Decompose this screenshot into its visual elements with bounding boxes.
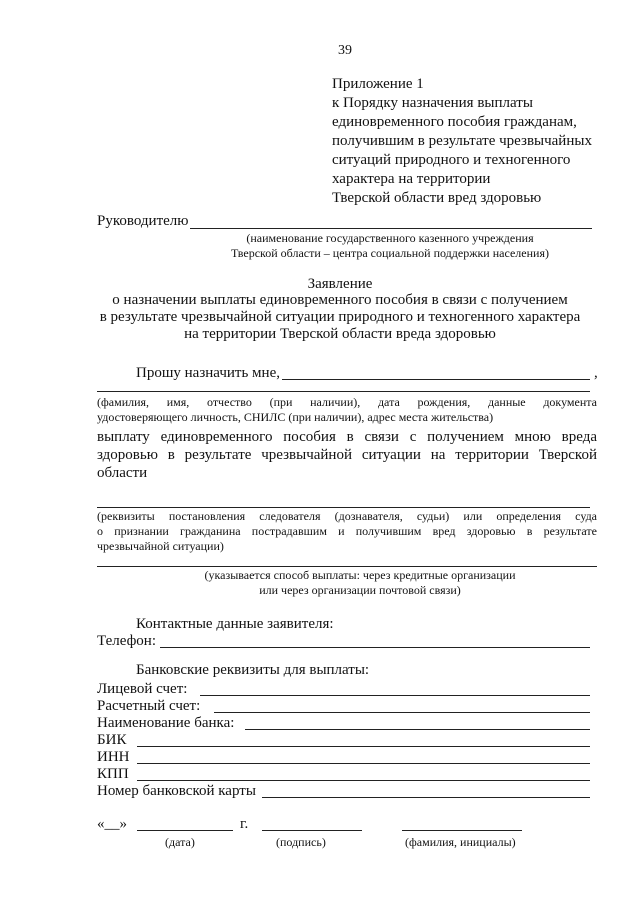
settlement-account-field[interactable] bbox=[214, 712, 590, 713]
card-number-field[interactable] bbox=[262, 797, 590, 798]
appendix-line: Приложение 1 bbox=[332, 76, 424, 92]
document-title: Заявление bbox=[307, 276, 373, 292]
bank-field-label: Расчетный счет: bbox=[97, 698, 201, 714]
document-title-line: на территории Тверской области вреда здоровью bbox=[184, 326, 496, 342]
bank-field-label: ИНН bbox=[97, 749, 130, 765]
applicant-hint: (фамилия, имя, отчество (при наличии), дата рождения, данные документа bbox=[97, 395, 597, 409]
request-comma: , bbox=[594, 365, 598, 381]
payment-method-hint: (указывается способ выплаты: через кредитные организации bbox=[204, 568, 516, 582]
document-title-line: о назначении выплаты единовременного пособия в связи с получением bbox=[112, 292, 568, 308]
requisites-hint: (реквизиты постановления следователя (дознавателя, судьи) или определения суда bbox=[97, 509, 597, 523]
appendix-line: Тверской области вред здоровью bbox=[332, 190, 542, 206]
requisites-hint: чрезвычайной ситуации) bbox=[97, 539, 224, 553]
inn-field[interactable] bbox=[137, 763, 590, 764]
addressee-hint: (наименование государственного казенного учреждения bbox=[246, 231, 534, 245]
page-number: 39 bbox=[338, 43, 352, 58]
date-label: (дата) bbox=[165, 835, 195, 849]
payment-method-hint: или через организации почтовой связи) bbox=[259, 583, 461, 597]
signature-label: (подпись) bbox=[276, 835, 326, 849]
addressee-field[interactable] bbox=[190, 228, 592, 229]
payment-method-field[interactable] bbox=[97, 566, 597, 567]
kpp-field[interactable] bbox=[137, 780, 590, 781]
applicant-field-line2[interactable] bbox=[97, 391, 590, 392]
requisites-field[interactable] bbox=[97, 507, 590, 508]
phone-field[interactable] bbox=[160, 647, 590, 648]
appendix-line: ситуаций природного и техногенного bbox=[332, 152, 571, 168]
name-initials-label: (фамилия, инициалы) bbox=[405, 835, 516, 849]
applicant-field[interactable] bbox=[282, 379, 590, 380]
request-body-line: здоровью в результате чрезвычайной ситуации на территории Тверской bbox=[97, 447, 597, 463]
appendix-line: характера на территории bbox=[332, 171, 491, 187]
request-body-line: области bbox=[97, 465, 148, 481]
contacts-heading: Контактные данные заявителя: bbox=[136, 616, 334, 632]
bank-heading: Банковские реквизиты для выплаты: bbox=[136, 662, 370, 678]
bik-field[interactable] bbox=[137, 746, 590, 747]
bank-field-label: БИК bbox=[97, 732, 127, 748]
date-field[interactable] bbox=[137, 830, 233, 831]
signature-field[interactable] bbox=[262, 830, 362, 831]
addressee-label: Руководителю bbox=[97, 213, 189, 229]
date-open: «__» bbox=[97, 816, 127, 832]
bank-field-label: КПП bbox=[97, 766, 129, 782]
request-body-line: выплату единовременного пособия в связи с получением мною вреда bbox=[97, 429, 597, 445]
applicant-hint: удостоверяющего личность, СНИЛС (при наличии), адрес места жительства) bbox=[97, 410, 494, 424]
personal-account-field[interactable] bbox=[200, 695, 590, 696]
appendix-line: получившим в результате чрезвычайных bbox=[332, 133, 592, 149]
bank-field-label: Номер банковской карты bbox=[97, 783, 256, 799]
request-intro: Прошу назначить мне, bbox=[136, 365, 280, 381]
year-suffix: г. bbox=[240, 816, 249, 832]
appendix-line: к Порядку назначения выплаты bbox=[332, 95, 533, 111]
bank-field-label: Наименование банка: bbox=[97, 715, 235, 731]
document-title-line: в результате чрезвычайной ситуации природного и техногенного характера bbox=[99, 309, 581, 325]
bank-field-label: Лицевой счет: bbox=[97, 681, 188, 697]
requisites-hint: о признании гражданина пострадавшим и получившим вред здоровью в результате bbox=[97, 524, 597, 538]
phone-label: Телефон: bbox=[97, 633, 156, 649]
bank-name-field[interactable] bbox=[245, 729, 590, 730]
appendix-line: единовременного пособия гражданам, bbox=[332, 114, 577, 130]
name-initials-field[interactable] bbox=[402, 830, 522, 831]
addressee-hint: Тверской области – центра социальной поддержки населения) bbox=[231, 246, 549, 260]
